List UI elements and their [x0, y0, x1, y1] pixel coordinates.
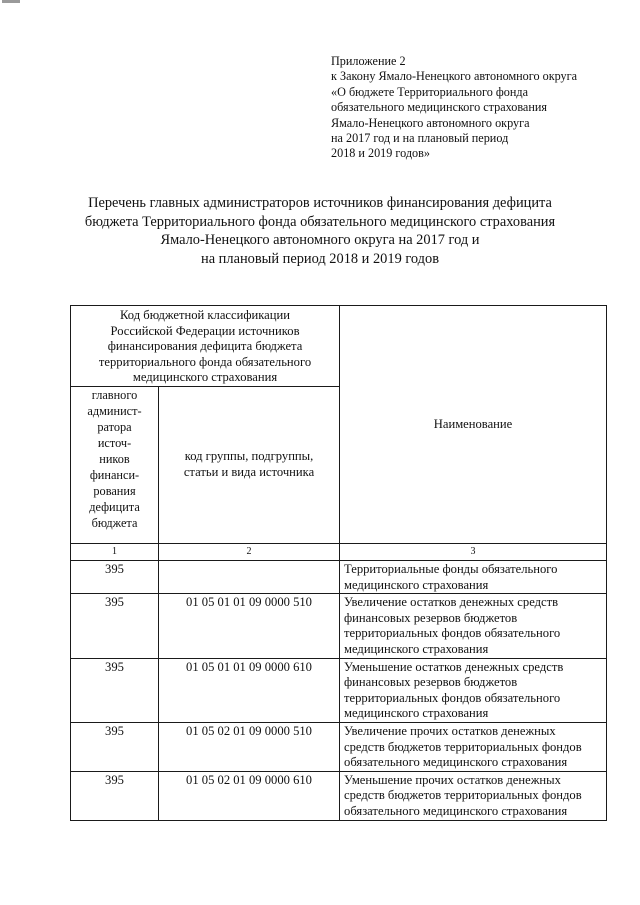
source-code-cell: 01 05 02 01 09 0000 510: [159, 722, 340, 771]
column-numbers-row: [71, 544, 607, 561]
admin-code-cell: 395: [71, 561, 159, 594]
header-line: главного: [91, 388, 138, 402]
appendix-line: Ямало-Ненецкого автономного округа: [331, 115, 530, 130]
table-row: [71, 771, 607, 820]
header-classification-code: [71, 306, 340, 387]
header-name-label: Наименование: [433, 416, 513, 431]
header-line: ратора: [97, 420, 132, 434]
source-code-cell: 01 05 01 01 09 0000 510: [159, 594, 340, 658]
name-line: обязательного медицинского страхования: [344, 803, 568, 818]
header-line: источ-: [97, 436, 132, 450]
header-line: Код бюджетной классификации: [120, 308, 290, 322]
header-line: дефицита: [89, 500, 140, 514]
appendix-line: обязательного медицинского страхования: [331, 100, 547, 115]
column-number: 2: [159, 544, 340, 561]
name-cell: [340, 722, 607, 771]
title-line: бюджета Территориального фонда обязательного медицинского страхования: [84, 213, 556, 230]
admin-code-cell: 395: [71, 771, 159, 820]
scan-artifact: [2, 0, 20, 3]
name-line: обязательного медицинского страхования: [344, 755, 568, 770]
header-source-code: [159, 387, 340, 544]
name-cell: [340, 658, 607, 722]
header-line: Российской Федерации источников: [110, 323, 300, 338]
name-line: финансовых резервов бюджетов: [344, 610, 518, 625]
name-line: Территориальные фонды обязательного: [344, 562, 558, 576]
name-line: Уменьшение остатков денежных средств: [344, 659, 564, 674]
title-line: на плановый период 2018 и 2019 годов: [201, 250, 439, 267]
header-line: статьи и вида источника: [183, 465, 315, 479]
header-line: бюджета: [91, 516, 138, 530]
name-line: финансовых резервов бюджетов: [344, 675, 518, 690]
header-line: админист-: [87, 404, 142, 418]
name-line: территориальных фондов обязательного: [344, 690, 561, 705]
admin-code-cell: 395: [71, 594, 159, 658]
table-row: [71, 561, 607, 594]
name-line: территориальных фондов обязательного: [344, 626, 561, 641]
appendix-line: к Закону Ямало-Ненецкого автономного округа: [331, 69, 578, 84]
title-line: Перечень главных администраторов источников финансирования дефицита: [88, 195, 552, 211]
source-code-cell: 01 05 02 01 09 0000 610: [159, 771, 340, 820]
name-line: медицинского страхования: [344, 577, 489, 592]
header-line: медицинского страхования: [132, 370, 278, 385]
table-row: [71, 722, 607, 771]
name-cell: [340, 594, 607, 658]
header-name: [340, 306, 607, 544]
appendix-line: 2018 и 2019 годов»: [331, 146, 430, 161]
header-line: код группы, подгруппы,: [184, 449, 314, 464]
name-line: Увеличение остатков денежных средств: [344, 595, 559, 610]
title-line: Ямало-Ненецкого автономного округа на 2017 год и: [160, 232, 480, 249]
source-code-cell: 01 05 01 01 09 0000 610: [159, 658, 340, 722]
admin-code-cell: 395: [71, 658, 159, 722]
admin-code-cell: 395: [71, 722, 159, 771]
name-line: Уменьшение прочих остатков денежных: [344, 772, 561, 787]
name-line: медицинского страхования: [344, 641, 489, 656]
source-code-cell: [159, 561, 340, 594]
name-line: средств бюджетов территориальных фондов: [344, 788, 582, 803]
header-line: ников: [99, 452, 130, 466]
header-line: финансирования дефицита бюджета: [107, 339, 303, 354]
name-line: средств бюджетов территориальных фондов: [344, 739, 582, 754]
header-chief-administrator: [71, 387, 159, 544]
appendix-line: «О бюджете Территориального фонда: [331, 84, 528, 99]
appendix-line: Приложение 2: [331, 54, 406, 68]
header-line: рования: [93, 484, 136, 498]
column-number: 1: [71, 544, 159, 561]
appendix-note: [331, 54, 631, 162]
column-number: 3: [340, 544, 607, 561]
administrators-table: [70, 305, 607, 821]
name-cell: [340, 561, 607, 594]
appendix-line: на 2017 год и на плановый период: [331, 131, 509, 146]
header-line: финанси-: [89, 468, 140, 482]
document-title: [60, 194, 580, 268]
name-cell: [340, 771, 607, 820]
name-line: Увеличение прочих остатков денежных: [344, 723, 556, 738]
header-line: территориального фонда обязательного: [98, 354, 312, 369]
name-line: медицинского страхования: [344, 706, 489, 721]
table-row: [71, 658, 607, 722]
table-row: [71, 594, 607, 658]
